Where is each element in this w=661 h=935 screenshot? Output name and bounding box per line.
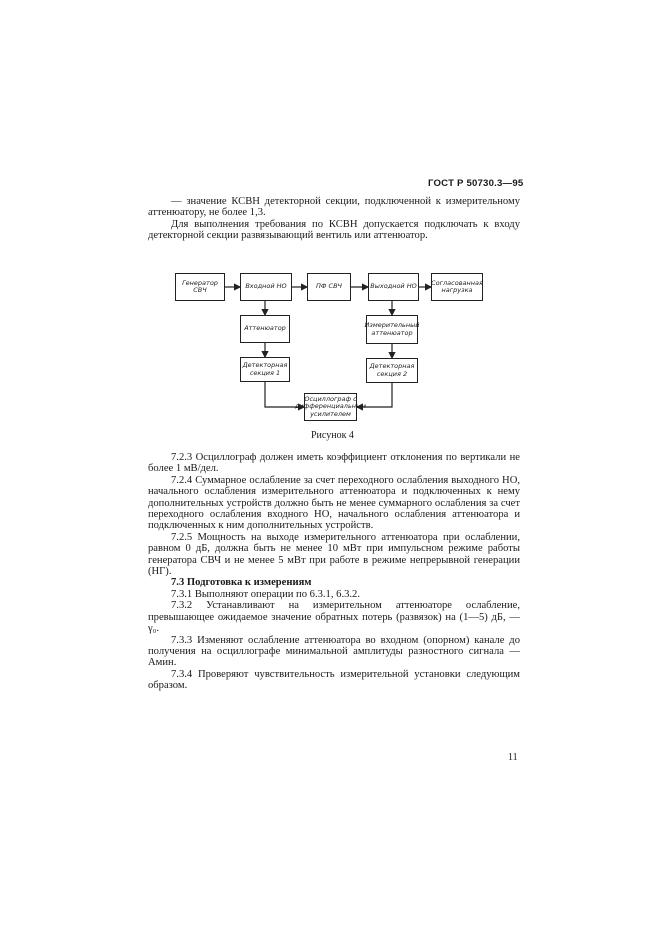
paragraph-7-2-4: 7.2.4 Суммарное ослабление за счет переходного ослабления выходного НО, начального ослабления измерительного аттенюатора и подключенных к нему дополнительных устройств должно быть не менее суммарного ослабления за счет переходного ослабления входного НО, начального ослабления аттенюатора и подключенных к ним дополнительных устройств.: [148, 474, 520, 532]
oscilloscope-block: Осциллограф с дифференциальным усилителем: [304, 393, 357, 421]
paragraph-7-3-2: 7.3.2 Устанавливают на измерительном аттенюаторе ослабление, превышающее ожидаемое значение обратных потерь (развязок) на (1—5) дБ, — γ₀.: [148, 600, 520, 635]
paragraph-7-2-5: 7.2.5 Мощность на выходе измерительного аттенюатора при ослаблении, равном 0 дБ, должна быть не менее 10 мВт при импульсном режиме работы генератора СВЧ и не менее 5 мВт при работе в режиме непрерывной генерации (НГ).: [148, 531, 520, 578]
generator-block: Генератор СВЧ: [175, 273, 225, 301]
heading-7-3: 7.3 Подготовка к измерениям: [171, 577, 312, 589]
detector-section-2-block: Детекторная секция 2: [366, 358, 418, 383]
body-text: [148, 452, 520, 692]
intro-paragraph-2: Для выполнения требования по КСВН допускается подключать к входу детекторной секции развязывающий вентиль или аттенюатор.: [148, 218, 520, 242]
paragraph-7-3-1: 7.3.1 Выполняют операции по 6.3.1, 6.3.2.: [171, 588, 360, 600]
paragraph-7-3-3: 7.3.3 Изменяют ослабление аттенюатора во входном (опорном) канале до получения на осциллографе минимальной амплитуды разностного сигнала — Aмин.: [148, 634, 520, 669]
bandpass-filter-block: ПФ СВЧ: [307, 273, 351, 301]
input-coupler-block: Входной НО: [240, 273, 292, 301]
figure-caption: Рисунок 4: [311, 430, 354, 441]
attenuator-block: Аттенюатор: [240, 315, 290, 343]
detector-section-1-block: Детекторная секция 1: [240, 357, 290, 382]
output-coupler-block: Выходной НО: [368, 273, 419, 301]
matched-load-block: Согласованная нагрузка: [431, 273, 483, 301]
page-number: 11: [508, 752, 518, 763]
standard-header: ГОСТ Р 50730.3—95: [428, 178, 524, 189]
measuring-attenuator-block: Измерительный аттенюатор: [366, 315, 418, 344]
paragraph-7-3-4: 7.3.4 Проверяют чувствительность измерительной установки следующим образом.: [148, 668, 520, 692]
intro-paragraph-1: — значение КСВН детекторной секции, подключенной к измерительному аттенюатору, не более 1,3.: [148, 196, 520, 219]
paragraph-7-2-3: 7.2.3 Осциллограф должен иметь коэффициент отклонения по вертикали не более 1 мВ/дел.: [148, 452, 520, 475]
